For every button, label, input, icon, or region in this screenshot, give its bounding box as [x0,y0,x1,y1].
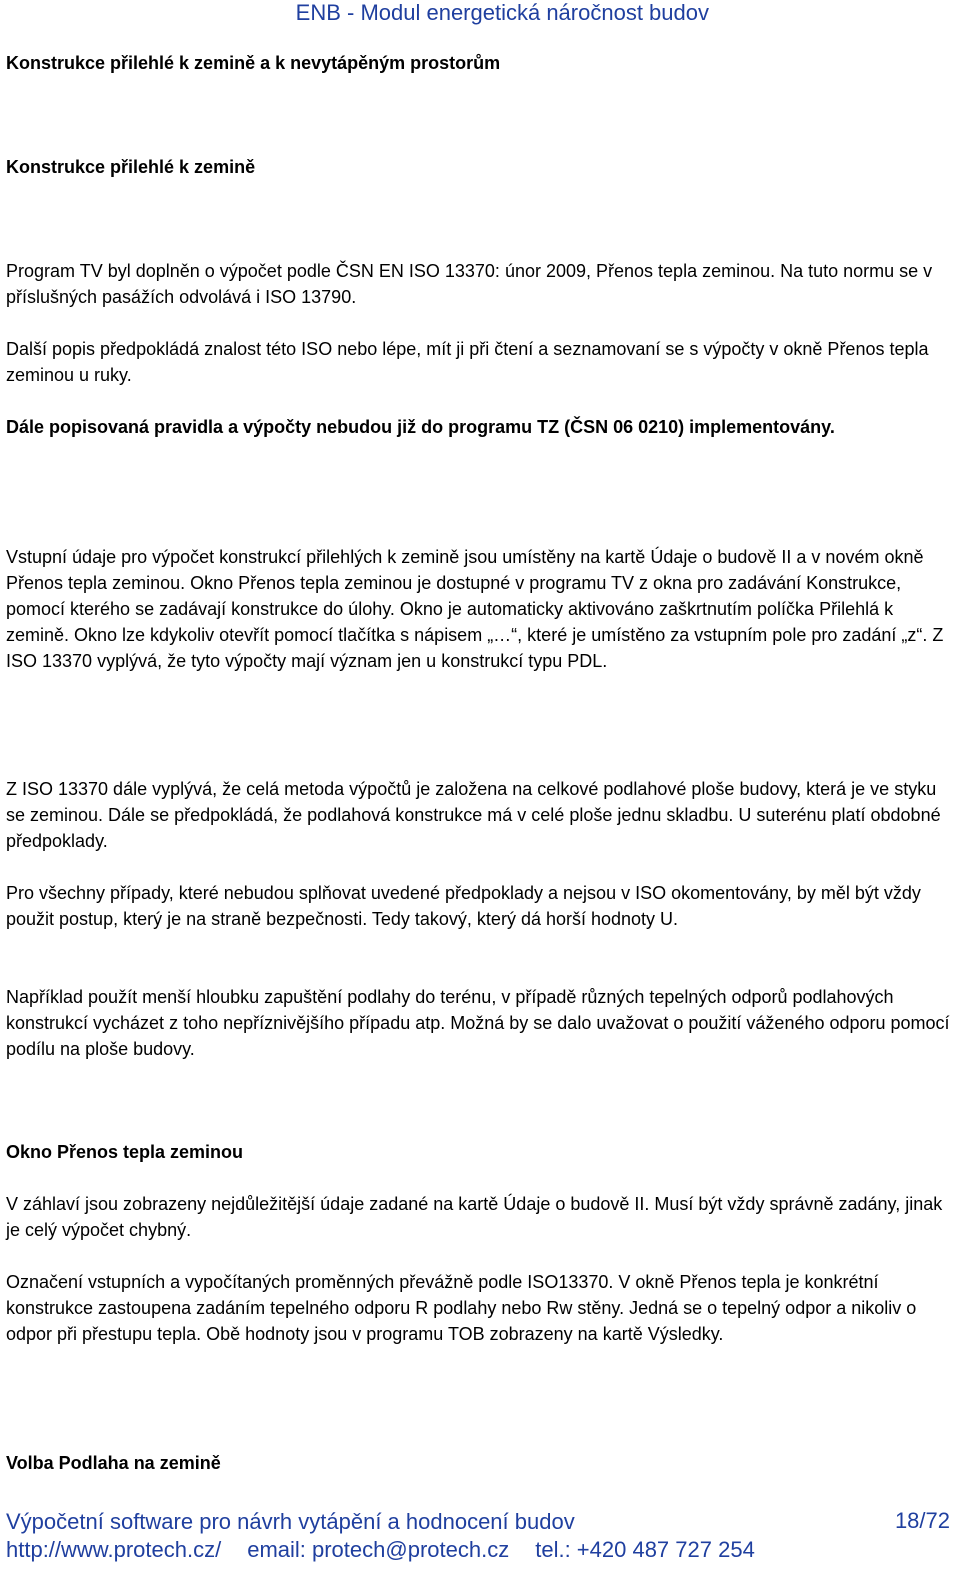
paragraph-1 [6,258,954,310]
paragraph-8 [6,1191,954,1243]
paragraph-text: Vstupní údaje pro výpočet konstrukcí přilehlých k zemině jsou umístěny na kartě Údaje o budově II a v novém okně Přenos tepla zeminou. Okno Přenos tepla zeminou je dostupné v programu TV z okna pro zadávání Konstrukce, pomocí kterého se zadávají konstrukce do úlohy. Okno je automaticky aktivováno zaškrtnutím políčka Přilehlá k zemině. Okno lze kdykoliv otevřít pomocí tlačítka s nápisem „…“, které je umístěno za vstupním pole pro zadání „z“. Z ISO 13370 vyplývá, že tyto výpočty mají význam jen u konstrukcí typu PDL. [6,547,944,671]
paragraph-text: Pro všechny případy, které nebudou splňovat uvedené předpoklady a nejsou v ISO okomentovány, by měl být vždy použit postup, který je na straně bezpečnosti. Tedy takový, který dá horší hodnoty U. [6,883,921,929]
paragraph-9 [6,1269,954,1347]
heading-constructions: Konstrukce přilehlé k zemině a k nevytápěným prostorům [6,53,501,73]
footer-contact [6,1536,755,1564]
paragraph-text: Další popis předpokládá znalost této ISO nebo lépe, mít ji při čtení a seznamovaní se s výpočty v okně Přenos tepla zeminou u ruky. [6,339,929,385]
heading-floor-on-ground: Volba Podlaha na zemině [6,1453,221,1473]
paragraph-2 [6,336,954,388]
heading-window-transfer: Okno Přenos tepla zeminou [6,1142,244,1162]
footer-phone: tel.: +420 487 727 254 [535,1537,755,1562]
section-title-window [6,1139,954,1165]
paragraph-text: Označení vstupních a vypočítaných proměnných převážně podle ISO13370. V okně Přenos tepla je konkrétní konstrukce zastoupena zadáním tepelného odporu R podlahy nebo Rw stěny. Jedná se o tepelný odpor a nikoliv o odpor při přestupu tepla. Obě hodnoty jsou v programu TOB zobrazeny na kartě Výsledky. [6,1272,917,1344]
section-title-ground [6,154,954,180]
footer-software: Výpočetní software pro návrh vytápění a hodnocení budov [6,1509,575,1534]
paragraph-text: Například použít menší hloubku zapuštění podlahy do terénu, v případě různých tepelných odporů podlahových konstrukcí vycházet z toho nepříznivějšího případu atp. Možná by se dalo uvažovat o použití váženého odporu pomocí podílu na ploše budovy. [6,987,950,1059]
footer-email[interactable]: email: protech@protech.cz [247,1537,510,1562]
paragraph-text: Program TV byl doplněn o výpočet podle ČSN EN ISO 13370: únor 2009, Přenos tepla zeminou. Na tuto normu se v příslušných pasážích odvolává i ISO 13790. [6,261,933,307]
paragraph-6 [6,880,954,932]
page-number: 18/72 [894,1508,950,1533]
paragraph-3-bold [6,414,954,440]
paragraph-text: Dále popisovaná pravidla a výpočty nebudou již do programu TZ (ČSN 06 0210) implementovány. [6,417,835,437]
footer [6,1508,755,1564]
paragraph-7 [6,984,954,1062]
footer-url-link[interactable]: http://www.protech.cz/ [6,1537,222,1562]
paragraph-4 [6,544,954,674]
paragraph-text: V záhlaví jsou zobrazeny nejdůležitější údaje zadané na kartě Údaje o budově II. Musí být vždy správně zadány, jinak je celý výpočet chybný. [6,1194,943,1240]
paragraph-text: Z ISO 13370 dále vyplývá, že celá metoda výpočtů je založena na celkové podlahové ploše budovy, která je ve styku se zeminou. Dále se předpokládá, že podlahová konstrukce má v celé ploše jednu skladbu. U suterénu platí obdobné předpoklady. [6,779,941,851]
document-header: ENB - Modul energetická náročnost budov [295,0,709,25]
heading-ground-constructions: Konstrukce přilehlé k zemině [6,157,256,177]
section-title-floor [6,1450,954,1476]
section-title-main [6,50,954,76]
paragraph-5 [6,776,954,854]
